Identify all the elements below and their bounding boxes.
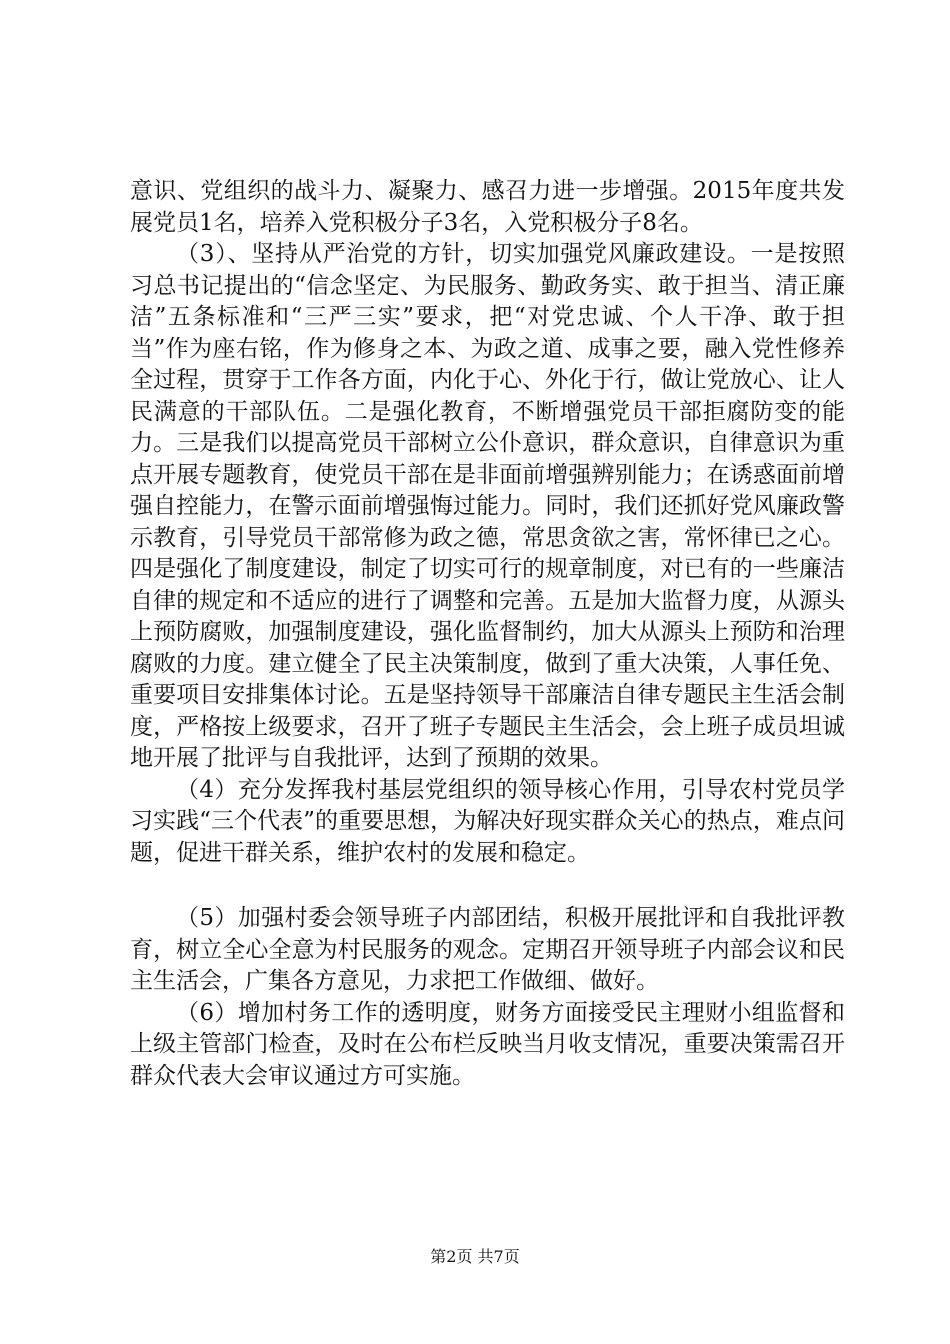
paragraph-continuation: 意识、党组织的战斗力、凝聚力、感召力进一步增强。2015年度共发展党员1名，培养入党积极分子3名，入党积极分子8名。 — [130, 178, 845, 236]
paragraph-5-unity: （5）加强村委会领导班子内部团结，积极开展批评和自我批评教育，树立全心全意为村民服务的观念。定期召开领导班子内部会议和民主生活会，广集各方意见，力求把工作做细、做好。 — [130, 905, 845, 994]
paragraph-6-transparency: （6）增加村务工作的透明度，财务方面接受民主理财小组监督和上级主管部门检查，及时在公布栏反映当月收支情况，重要决策需召开群众代表大会审议通过方可实施。 — [130, 999, 845, 1089]
paragraph-4-core-role: （4）充分发挥我村基层党组织的领导核心作用，引导农村党员学习实践“三个代表”的重要思想，为解决好现实群众关心的热点，难点问题，促进干群关系，维护农村的发展和稳定。 — [130, 776, 845, 866]
document-body — [130, 176, 845, 1092]
page-number-footer: 第2页 共7页 — [430, 1247, 520, 1266]
paragraph-3-party-discipline: （3）、坚持从严治党的方针，切实加强党风廉政建设。一是按照习总书记提出的“信念坚定、为民服务、勤政务实、敢于担当、清正廉洁”五条标准和“三严三实”要求，把“对党忠诚、个人干净、敢于担当”作为座右铭，作为修身之本、为政之道、成事之要，融入党性修养全过程，贯穿于工作各方面，内化于心、外化于行，做让党放心、让人民满意的干部队伍。二是强化教育，不断增强党员干部拒腐防变的能力。三是我们以提高党员干部树立公仆意识，群众意识，自律意识为重点开展专题教育，使党员干部在是非面前增强辨别能力；在诱惑面前增强自控能力，在警示面前增强悔过能力。同时，我们还抓好党风廉政警示教育，引导党员干部常修为政之德，常思贪欲之害，常怀律已之心。四是强化了制度建设，制定了切实可行的规章制度，对已有的一些廉洁自律的规定和不适应的进行了调整和完善。五是加大监督力度，从源头上预防腐败，加强制度建设，强化监督制约，加大从源头上预防和治理腐败的力度。建立健全了民主决策制度，做到了重大决策，人事任免、重要项目安排集体讨论。五是坚持领导干部廉洁自律专题民主生活会制度，严格按上级要求，召开了班子专题民主生活会，会上班子成员坦诚地开展了批评与自我批评，达到了预期的效果。 — [130, 241, 845, 771]
